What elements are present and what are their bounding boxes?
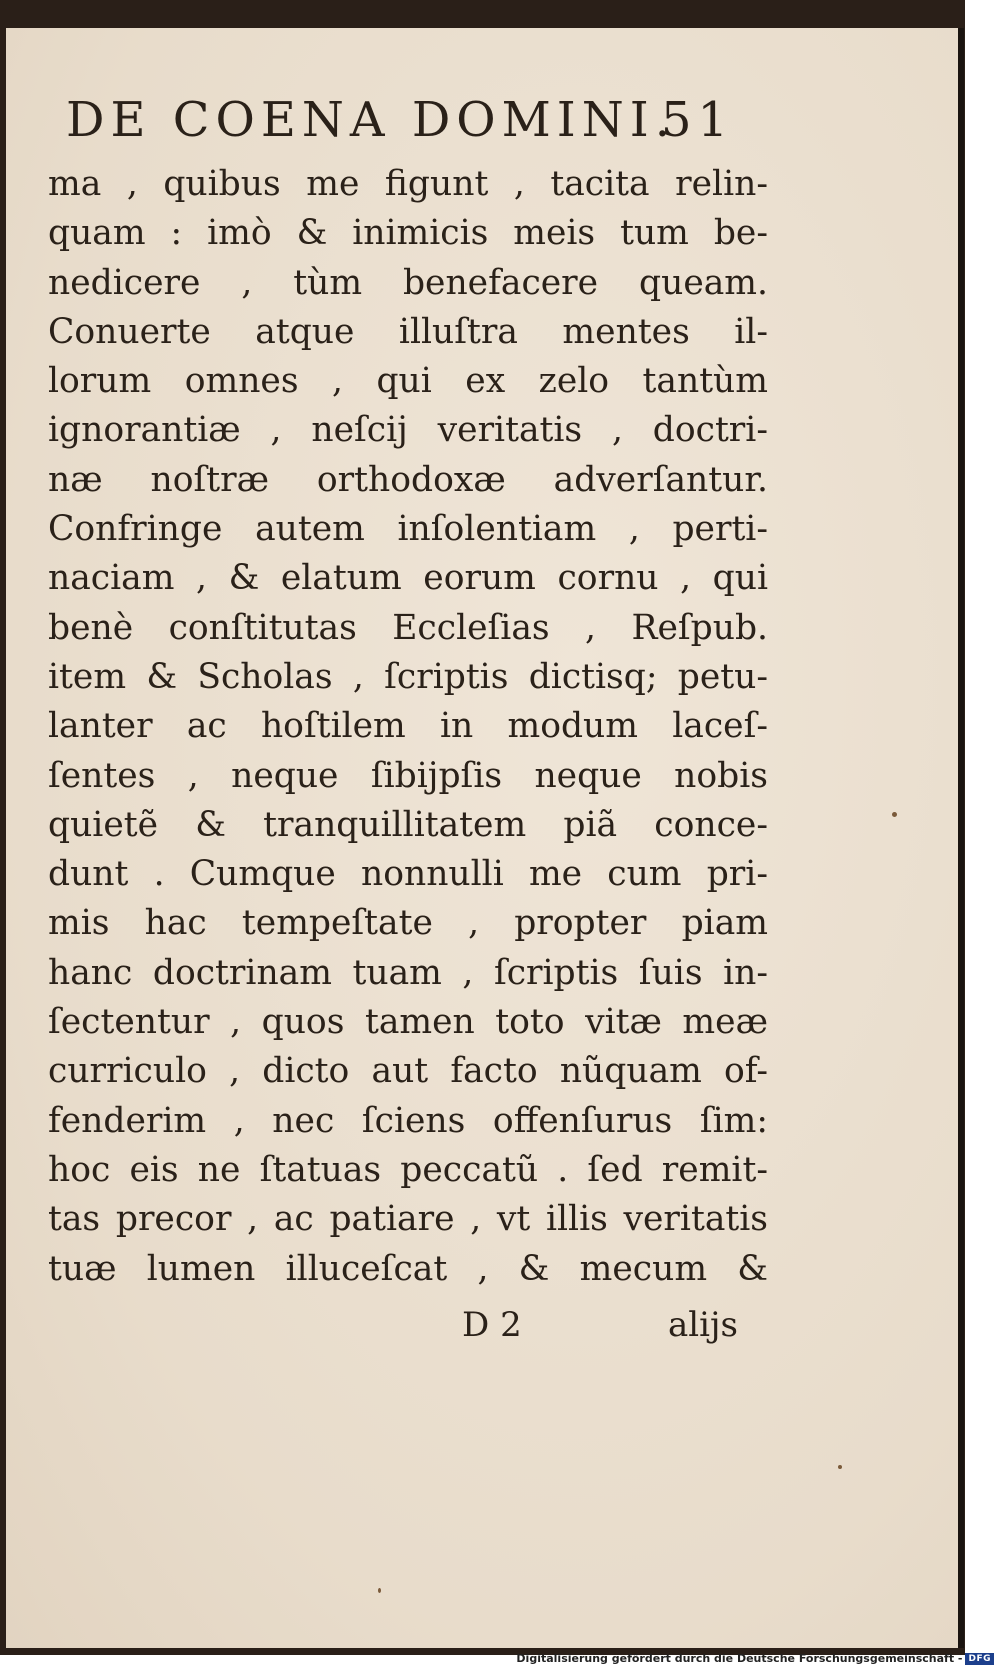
text-line: tuæ lumen illuceſcat , & mecum &	[48, 1248, 768, 1289]
digitization-credit	[516, 1652, 994, 1665]
text-line: ignorantiæ , neſcij veritatis , doctri-	[48, 410, 768, 451]
text-line: hoc eis ne ſtatuas peccatũ . ſed remit-	[48, 1149, 768, 1190]
dfg-logo: DFG	[965, 1653, 994, 1665]
running-head-title: DE COENA DOMINI.	[66, 92, 676, 148]
text-line: quam : imò & inimicis meis tum be-	[48, 213, 768, 254]
paper-speck	[378, 1588, 381, 1593]
text-line: item & Scholas , ſcriptis dictisq; petu-	[48, 656, 768, 697]
paper-speck	[838, 1465, 842, 1469]
page-edge	[958, 28, 964, 1648]
text-line: tas precor , ac patiare , vt illis veritatis	[48, 1199, 768, 1240]
text-line: naciam , & elatum eorum cornu , qui	[48, 558, 768, 599]
text-line: ſentes , neque ſibijpſis neque nobis	[48, 755, 768, 796]
text-line: ſectentur , quos tamen toto vitæ meæ	[48, 1002, 768, 1043]
signature-mark: D 2	[462, 1305, 522, 1345]
text-line: Conuerte atque illuſtra mentes il-	[48, 311, 768, 352]
running-head	[66, 92, 766, 148]
text-line: Confringe autem inſolentiam , perti-	[48, 509, 768, 550]
text-line: mis hac tempeſtate , propter piam	[48, 903, 768, 944]
text-line: lorum omnes , qui ex zelo tantùm	[48, 361, 768, 402]
text-line: nedicere , tùm benefacere queam.	[48, 262, 768, 303]
text-line: hanc doctrinam tuam , ſcriptis ſuis in-	[48, 952, 768, 993]
text-line: dunt . Cumque nonnulli me cum pri-	[48, 854, 768, 895]
text-line: ma , quibus me figunt , tacita relin-	[48, 164, 768, 204]
paper-speck	[892, 812, 897, 817]
text-line: benè conſtitutas Eccleſias , Reſpub.	[48, 607, 768, 648]
page-number: 51	[661, 92, 735, 148]
credit-text: Digitalisierung gefördert durch die Deutsche Forschungsgemeinschaft -	[516, 1652, 963, 1665]
text-line: fenderim , nec ſciens offenſurus ſim:	[48, 1100, 768, 1141]
text-line: curriculo , dicto aut facto nũquam of-	[48, 1051, 768, 1092]
catchword: alijs	[668, 1305, 739, 1345]
text-line: næ noſtræ orthodoxæ adverſantur.	[48, 459, 768, 500]
text-line: lanter ac hoſtilem in modum laceſ-	[48, 706, 768, 747]
text-line: quietẽ & tranquillitatem piã conce-	[48, 804, 768, 845]
body-text	[48, 160, 768, 1294]
